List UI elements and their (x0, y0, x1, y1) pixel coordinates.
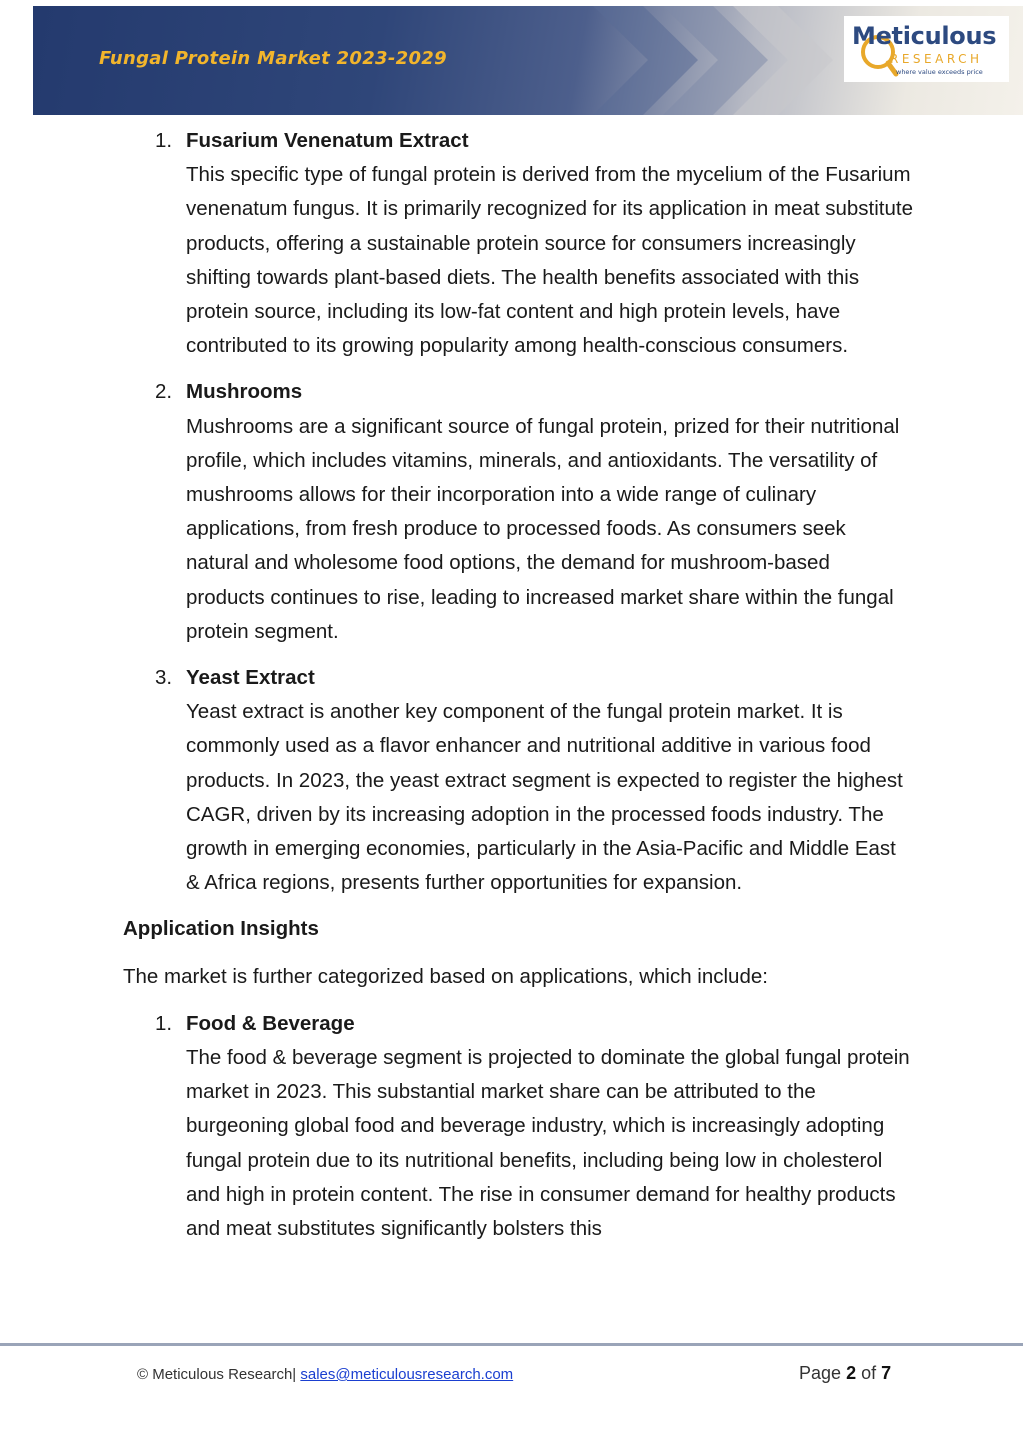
page-content (123, 124, 913, 1258)
item-number: 1. (155, 129, 173, 152)
item-title: Fusarium Venenatum Extract (186, 129, 469, 152)
item-title: Food & Beverage (186, 1011, 355, 1035)
item-number: 3. (155, 666, 173, 690)
footer-divider (0, 1343, 1023, 1346)
list-item (123, 375, 913, 649)
page-current: 2 (846, 1363, 857, 1383)
page-label: Page (799, 1363, 842, 1383)
item-number: 1. (155, 1011, 173, 1035)
item-title: Mushrooms (186, 380, 303, 404)
section-intro: The market is further categorized based on applications, which include: (123, 964, 768, 988)
page-total: 7 (881, 1363, 892, 1383)
item-body: This specific type of fungal protein is derived from the mycelium of the Fusarium venenatum fungus. It is primarily recognized for its application in meat substitute products, offering a sustainable protein source for consumers increasingly shifting towards plant-based diets. The health benefits associated with this protein source, including its low-fat content and high protein levels, have contributed to its growing popularity among health-conscious consumers. (186, 163, 913, 358)
logo-sub: RESEARCH (890, 52, 983, 66)
item-title: Yeast Extract (186, 666, 315, 690)
section-heading: Application Insights (123, 917, 319, 941)
item-body: Mushrooms are a significant source of fungal protein, prized for their nutritional profile, which includes vitamins, minerals, and antioxidants. The versatility of mushrooms allows for their incorporation into a wide range of culinary applications, from fresh produce to processed foods. As consumers seek natural and wholesome food options, the demand for mushroom-based products continues to rise, leading to increased market share within the fungal protein segment. (186, 414, 900, 643)
report-title: Fungal Protein Market 2023-2029 (99, 48, 447, 69)
logo-tagline: where value exceeds price (896, 68, 983, 76)
item-body: The food & beverage segment is projected to dominate the global fungal protein market in 2023. This substantial market share can be attributed to the burgeoning global food and beverage industry, which is increasingly adopting fungal protein due to its nutritional benefits, including being low in cholesterol and high in protein content. The rise in consumer demand for healthy products and meat substitutes significantly bolsters this (186, 1046, 910, 1241)
copyright-text: © Meticulous Research| (137, 1366, 297, 1383)
list-item (123, 1007, 913, 1246)
footer-copyright (137, 1366, 513, 1383)
list-item (123, 661, 913, 900)
header-banner (33, 6, 1023, 115)
logo-name: Meticulous (852, 22, 997, 50)
item-body: Yeast extract is another key component of the fungal protein market. It is commonly used as a flavor enhancer and nutritional additive in various food products. In 2023, the yeast extract segment is expected to register the highest CAGR, driven by its increasing adoption in the processed foods industry. The growth in emerging economies, particularly in the Asia-Pacific and Middle East & Africa regions, presents further opportunities for expansion. (186, 700, 903, 895)
company-logo (844, 16, 1009, 82)
list-item (123, 124, 913, 363)
item-number: 2. (155, 380, 173, 404)
page-of: of (861, 1363, 877, 1383)
page-number (799, 1363, 891, 1384)
email-link[interactable]: sales@meticulousresearch.com (300, 1366, 514, 1383)
